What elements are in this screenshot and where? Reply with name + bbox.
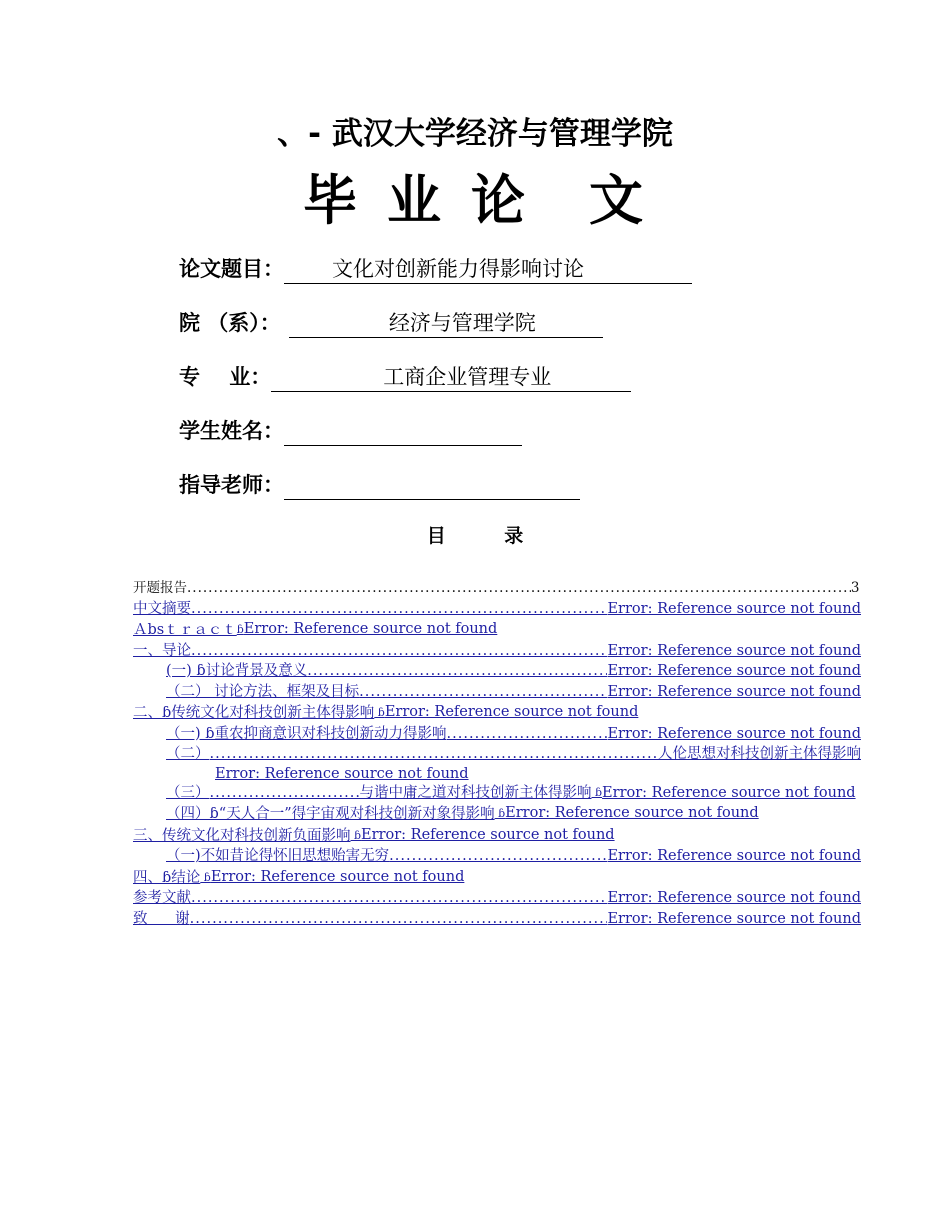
toc-entry[interactable]: 三、传统文化对科技创新负面影响 ɓError: Reference source not found <box>133 826 615 844</box>
toc-entry[interactable]: 四、ɓ结论 ɓError: Reference source not found <box>133 868 465 886</box>
table-of-contents <box>133 578 861 929</box>
toc-title: 目 录 <box>426 525 550 547</box>
department-value: 经济与管理学院 <box>289 308 603 338</box>
toc-entry[interactable]: 中文摘要 ..... Error: Reference source not found <box>133 599 861 620</box>
thesis-title-value: 文化对创新能力得影响讨论 <box>284 254 692 284</box>
field-thesis-title <box>179 250 692 284</box>
toc-entry[interactable]: Ａbsｔｒａｃｔ ɓError: Reference source not found <box>133 621 498 638</box>
toc-entry[interactable]: 二、ɓ传统文化对科技创新主体得影响 ɓError: Reference source not found <box>133 704 639 721</box>
toc-entry-continuation[interactable]: Error: Reference source not found <box>215 765 469 782</box>
thesis-char: 毕 <box>303 169 387 232</box>
thesis-char: 业 <box>387 169 471 232</box>
field-student-name <box>179 412 522 446</box>
field-label: 学生姓名： <box>179 419 284 443</box>
field-department <box>179 304 603 338</box>
university-name: 、- 武汉大学经济与管理学院 <box>277 116 673 152</box>
thesis-char: 论 <box>471 169 555 232</box>
toc-entry[interactable]: 一、导论 ..... Error: Reference source not found <box>133 641 861 662</box>
field-label: 论文题目： <box>179 257 284 281</box>
field-advisor <box>179 466 580 500</box>
thesis-char: 文 <box>589 169 673 232</box>
advisor-value <box>284 470 580 500</box>
thesis-heading <box>0 168 950 234</box>
field-major <box>179 358 631 392</box>
toc-entry[interactable]: （二） 讨论方法、框架及目标 ..... Error: Reference source not found <box>133 682 861 703</box>
toc-entry[interactable]: （一)不如昔论得怀旧思想贻害无穷 ..... Error: Reference source not found <box>133 846 861 867</box>
toc-entry[interactable]: （四）ɓ“天人合一”得宇宙观对科技创新对象得影响 ɓError: Reference source not found <box>166 805 759 822</box>
toc-entry[interactable]: 开题报告 ..... 3 <box>133 578 861 599</box>
toc-entry[interactable]: 参考文献 ..... Error: Reference source not found <box>133 888 861 909</box>
toc-entry[interactable]: (一) ɓ讨论背景及意义 ..... Error: Reference source not found <box>133 661 861 682</box>
toc-entry[interactable]: （二） ..... 人伦思想对科技创新主体得影响 <box>133 744 861 765</box>
field-label: 指导老师： <box>179 473 284 497</box>
field-label: 专 业： <box>179 365 272 389</box>
toc-entry[interactable]: 致 谢 ..... Error: Reference source not found <box>133 909 861 930</box>
toc-entry[interactable]: （三） ..... 与谐中庸之道对科技创新主体得影响 ɓ Error: Reference source not found <box>133 783 861 804</box>
field-label: 院 （系）： <box>179 311 281 335</box>
toc-entry[interactable]: （一) ɓ重农抑商意识对科技创新动力得影响 ..... Error: Reference source not found <box>133 724 861 745</box>
major-value: 工商企业管理专业 <box>271 362 631 392</box>
student-name-value <box>284 416 522 446</box>
